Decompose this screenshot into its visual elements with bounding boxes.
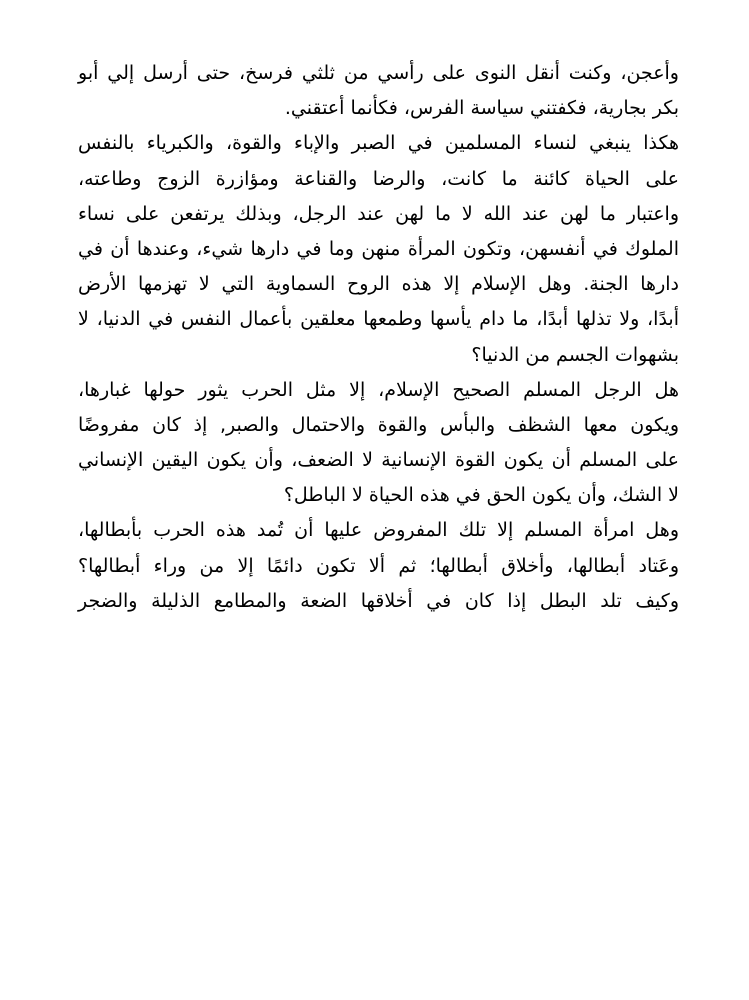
text-line: بشهوات الجسم من الدنيا؟ [471, 343, 679, 366]
text-line: على الحياة كائنة ما كانت، والرضا والقناعة ومؤازرة الزوج وطاعته، [78, 167, 679, 190]
text-line: وعَتاد أبطالها، وأخلاق أبطالها؛ ثم ألا تكون دائمًا إلا من وراء أبطالها؟ [78, 554, 679, 577]
text-line: الملوك في أنفسهن، وتكون المرأة منهن وما في دارها شيء، وعندها أن في [78, 237, 679, 260]
text-line: هكذا ينبغي لنساء المسلمين في الصبر والإباء والقوة، والكبرياء بالنفس [78, 132, 679, 155]
text-line: وأعجن، وكنت أنقل النوى على رأسي من ثلثي فرسخ، حتى أرسل إلي أبو [78, 62, 679, 84]
text-line: دارها الجنة. وهل الإسلام إلا هذه الروح السماوية التي لا تهزمها الأرض [78, 273, 679, 296]
paragraph-4 [78, 513, 679, 619]
text-line: وكيف تلد البطل إذا كان في أخلاقها الضعة والمطامع الذليلة والضجر [78, 589, 679, 612]
text-line: ويكون معها الشظف والبأس والقوة والاحتمال والصبر, إذ كان مفروضًا [78, 413, 679, 436]
paragraph-2 [78, 126, 679, 372]
text-line: أبدًا، ولا تذلها أبدًا، ما دام يأسها وطمعها معلقين بأعمال النفس في الدنيا، لا [78, 308, 679, 331]
text-line: على المسلم أن يكون القوة الإنسانية لا الضعف، وأن يكون اليقين الإنساني [78, 449, 679, 472]
text-line: واعتبار ما لهن عند الله لا ما لهن عند الرجل، وبذلك يرتفعن على نساء [78, 202, 679, 225]
text-line: بكر بجارية، فكفتني سياسة الفرس، فكأنما أعتقني. [284, 97, 679, 120]
text-line: لا الشك، وأن يكون الحق في هذه الحياة لا الباطل؟ [283, 484, 679, 507]
paragraph-3 [78, 373, 679, 514]
text-line: وهل امرأة المسلم إلا تلك المفروض عليها أن تُمد هذه الحرب بأبطالها، [78, 519, 679, 542]
paragraph-1 [78, 56, 679, 126]
text-line: هل الرجل المسلم الصحيح الإسلام، إلا مثل الحرب يثور حولها غبارها، [78, 378, 679, 401]
book-page [78, 56, 679, 619]
